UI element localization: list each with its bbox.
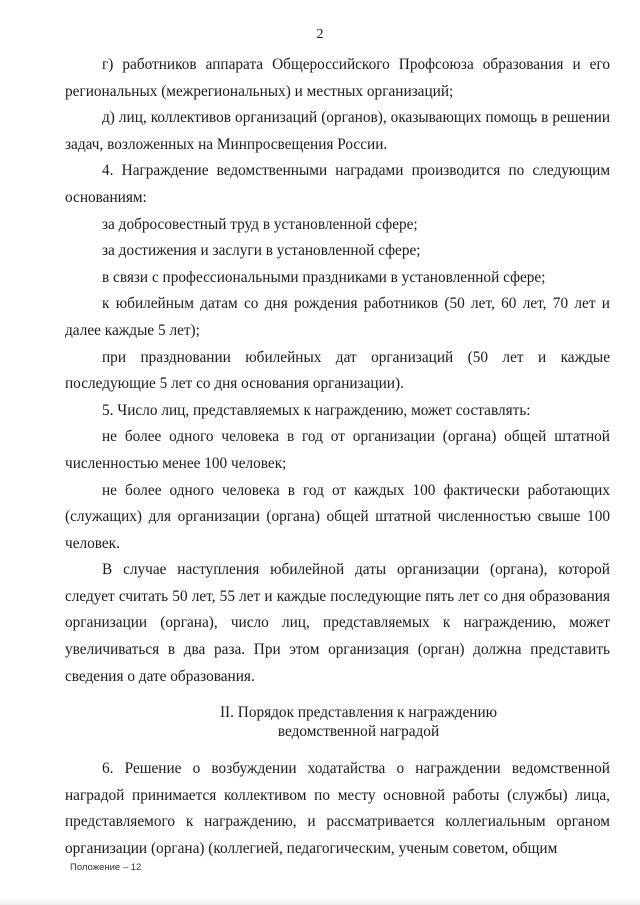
- paragraph-d: д) лиц, коллективов организаций (органов), оказывающих помощь в решении задач, возложенных на Минпросвещения России.: [65, 109, 610, 153]
- limit-under-100: не более одного человека в год от организации (органа) общей штатной численностью менее 100 человек;: [65, 428, 610, 472]
- limit-over-100: не более одного человека в год от каждых 100 фактически работающих (служащих) для организации (органа) общей штатной численностью свыше 100 человек.: [65, 481, 610, 552]
- list-item-labor: за добросовестный труд в установленной сфере;: [102, 215, 418, 233]
- page-number: 2: [316, 27, 324, 42]
- list-item-org-anniversaries: при праздновании юбилейных дат организаций (50 лет и каждые последующие 5 лет со дня основания организации).: [65, 348, 610, 393]
- page-footer: Положение – 12: [70, 862, 142, 873]
- paragraph-5: 5. Число лиц, представляемых к награждению, может составлять:: [102, 401, 531, 419]
- paragraph-anniversary-case: В случае наступления юбилейной даты организации (органа), которой следует считать 50 лет, 55 лет и каждые последующие пять лет со дня образования организации (органа), число лиц, представляемых к награждению, может увеличиваться в два раза. При этом организация (орган) должна представить сведения о дате образования.: [65, 561, 610, 685]
- paragraph-4: 4. Награждение ведомственными наградами производится по следующим основаниям:: [65, 162, 610, 206]
- paragraph-g: г) работников аппарата Общероссийского Профсоюза образования и его региональных (межрегиональных) и местных организаций;: [65, 56, 610, 100]
- section-heading: [65, 704, 610, 741]
- paragraph-6: 6. Решение о возбуждении ходатайства о награждении ведомственной наградой принимается коллективом по месту основной работы (службы) лица, представляемого к награждению, и рассматривается коллегиальным органом организации (органа) (коллегией, педагогическим, ученым советом, общим: [65, 760, 610, 858]
- scan-edge-shadow: [0, 899, 640, 905]
- list-item-birthdays: к юбилейным датам со дня рождения работников (50 лет, 60 лет, 70 лет и далее каждые 5 лет);: [65, 295, 610, 339]
- section-heading-line2: ведомственной наградой: [277, 722, 440, 740]
- section-heading-line1: II. Порядок представления к награждению: [219, 704, 498, 722]
- list-item-merits: за достижения и заслуги в установленной сфере;: [102, 242, 421, 260]
- document-body: [65, 52, 610, 863]
- list-item-holidays: в связи с профессиональными праздниками в установленной сфере;: [102, 268, 546, 286]
